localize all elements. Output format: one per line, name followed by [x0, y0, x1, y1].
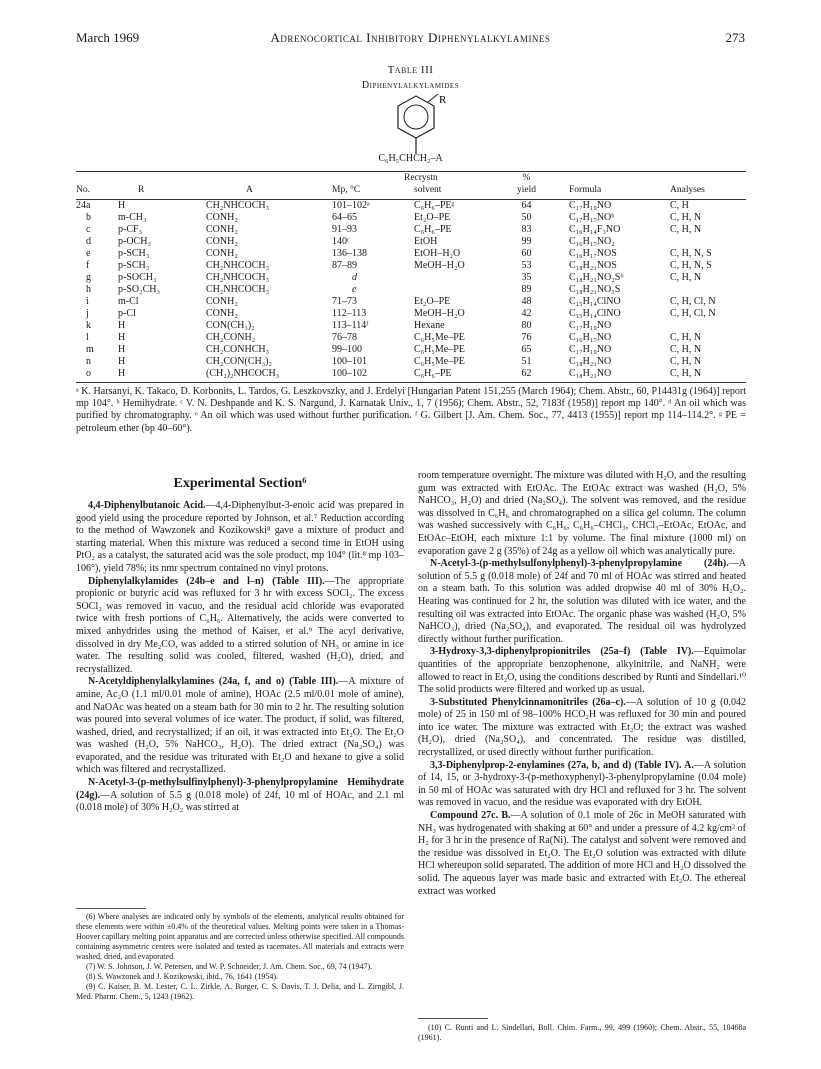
- left-footnotes: [76, 912, 404, 1002]
- table-cell: CH₂NHCOCH₃: [206, 200, 270, 211]
- paragraph-heading: 3-Hydroxy-3,3-diphenylpropionitriles (25a–f) (Table IV).: [430, 646, 694, 658]
- header-title: Adrenocortical Inhibitory Diphenylalkylamines: [270, 30, 551, 45]
- table-row: [76, 368, 746, 380]
- table-cell: 100–101: [332, 356, 367, 367]
- table-cell: C₆H₅Me–PE: [414, 356, 465, 367]
- paragraph: [76, 777, 404, 815]
- table-footnotes: ᵃ K. Harsanyi, K. Takaco, D. Korbonits, L. Tardos, G. Leszkovszky, and J. Erdelyi [Hungarian Patent 151,255 (March 1964); Chem. Abstr., 60, P14431g (1964)] report mp 104°. ᵇ Hemihydrate. ᶜ V. N. Deshpande and K. S. Nargund, J. Karnatak Univ., 1, 7 (1956); Chem. Abstr., 52, 7183f (1958)] report mp 140°. ᵈ An oil which was purified by chromatography. ᵉ An oil which was used without further purification. ᶠ G. Gilbert [J. Am. Chem. Soc., 77, 4413 (1955)] report mp 114–114.2°. ᵍ PE = petroleum ether (bp 40–60°).: [76, 386, 746, 434]
- paragraph-text: —A solution of 10 g (0.042 mole) of 25 in 150 ml of 98–100% HCO₂H was refluxed for 30 min and poured into ice water. The mixture was extracted with Et₂O; the extract was washed (H₂O), dried (Na₂SO₄), and concentrated. The residue was distilled, recrystallized, or used directly without further purification.: [418, 696, 747, 759]
- table-cell: C, H, Cl, N: [670, 308, 716, 319]
- table-bottom-rule: [76, 382, 746, 383]
- paragraph: [76, 500, 404, 576]
- paragraph: [418, 470, 746, 558]
- table-row: [76, 212, 746, 224]
- table-cell: C₁₇H₁₇NOᵇ: [569, 212, 615, 223]
- table-cell: [404, 272, 504, 284]
- table-cell: C₁₆H₁₄F₃NO: [569, 224, 621, 235]
- table-cell: e: [352, 284, 357, 295]
- table-cell: m: [86, 344, 94, 355]
- table-cell: C₁₆H₁₇NO₂: [569, 236, 615, 247]
- table-cell: C₁₆H₁₇NOS: [569, 248, 617, 259]
- table-cell: C, H, N: [670, 368, 702, 379]
- col-solvent: solvent: [414, 185, 442, 195]
- substituent-label: R: [439, 94, 447, 106]
- paragraph-heading: Diphenylalkylamides (24b–e and l–n) (Table III).: [88, 575, 325, 587]
- table-cell: C, H, N: [670, 224, 702, 235]
- right-footnote-rule: [418, 1018, 488, 1019]
- table-cell: 83: [521, 224, 532, 235]
- paragraph: [418, 697, 746, 760]
- table-cell: C₁₈H₂₁NO: [569, 368, 612, 379]
- table-cell: f: [86, 260, 90, 271]
- col-mp: Mp, °C: [332, 185, 361, 195]
- paragraph-text: —A solution of 5.5 g (0.018 mole) of 24f and 70 ml of HOAc was stirred and heated on a steam bath. To this solution was added dropwise 40 ml of 30% H₂O₂. Heating was continued for 2 hr, the solution was diluted with ice water, and the resulting oil was extracted into EtOAc. The organic phase was washed (H₂O, 5% NaHCO₃), dried (Na₂SO₄), and evaporated. The residual oil was hydrolyzed directly without further purification.: [418, 558, 746, 645]
- table-cell: 99–100: [332, 344, 362, 355]
- table-cell: H: [118, 368, 126, 379]
- table-cell: MeOH–H₂O: [414, 260, 465, 271]
- table-cell: CH₂NHCOCH₃: [206, 284, 270, 295]
- table-cell: CH₂NHCOCH₃: [206, 260, 270, 271]
- table-row: [76, 296, 746, 308]
- table-row: [76, 356, 746, 368]
- table-cell: CON(CH₃)₂: [206, 320, 255, 331]
- table-cell: 100–102: [332, 368, 367, 379]
- table-row: [76, 236, 746, 248]
- table-cell: [404, 284, 504, 296]
- paragraph-heading: 3-Substituted Phenylcinnamonitriles (26a–c).: [430, 696, 626, 708]
- table-cell: C₁₇H₁₉NO: [569, 200, 612, 211]
- base-formula: C₆H₅CHCH₂–A: [378, 153, 443, 164]
- table-cell: C₁₈H₂₁NO₃S: [569, 284, 621, 295]
- paragraph-heading: N-Acetyl-3-(p-methylsulfonylphenyl)-3-phenylpropylamine (24h).: [430, 558, 729, 570]
- table-row: [76, 272, 746, 284]
- table-cell: [664, 320, 746, 332]
- paragraph: [76, 576, 404, 677]
- table-cell: C, H, N: [670, 212, 702, 223]
- table-cell: d: [86, 236, 91, 247]
- table-cell: C, H, N, S: [670, 260, 712, 271]
- table-cell: 87–89: [332, 260, 357, 271]
- table-row: [76, 344, 746, 356]
- paragraph-heading: N-Acetyldiphenylalkylamines (24a, f, and o) (Table III).: [88, 676, 339, 688]
- footnote: (10) C. Runti and L. Sindellari, Boll. Chim. Farm., 99, 499 (1960); Chem. Abstr., 55, 10468a (1961).: [418, 1023, 746, 1042]
- table-cell: Et₂O–PE: [414, 212, 451, 223]
- table-cell: p-SCH₃: [118, 248, 150, 259]
- table-cell: 48: [521, 296, 532, 307]
- table-cell: 60: [521, 248, 532, 259]
- table-cell: C, H, N: [670, 344, 702, 355]
- table-cell: C₆H₆–PE: [414, 224, 452, 235]
- table-cell: p-SOCH₃: [118, 272, 157, 283]
- table-cell: C₁₇H₁₉NO: [569, 344, 612, 355]
- table-cell: p-OCH₃: [118, 236, 151, 247]
- benzene-ring-structure: [368, 94, 458, 154]
- table-cell: 51: [521, 356, 532, 367]
- table-cell: o: [86, 368, 91, 379]
- table-cell: CONH₂: [206, 296, 238, 307]
- table-cell: 53: [521, 260, 532, 271]
- paragraph-text: —A solution of 5.5 g (0.018 mole) of 24f, 10 ml of HOAc, and 2.1 ml (0.018 mole) of 30% H₂O₂ was stirred at: [76, 789, 404, 814]
- table-cell: 91–93: [332, 224, 357, 235]
- table-cell: 35: [521, 272, 532, 283]
- table-cell: p-SO₂CH₃: [118, 284, 160, 295]
- table-cell: Hexane: [414, 320, 445, 331]
- table-cell: CONH₂: [206, 236, 238, 247]
- col-a: A: [246, 185, 253, 195]
- table-header-row: [76, 184, 746, 196]
- table-cell: C₆H₆–PEᵍ: [414, 200, 455, 211]
- table-cell: 76–78: [332, 332, 357, 343]
- table-cell: 99: [521, 236, 532, 247]
- table-cell: C₁₈H₂₁NO₂Sᵇ: [569, 272, 624, 283]
- paragraph-heading: Compound 27c. B.: [430, 810, 511, 822]
- table-cell: CONH₂: [206, 212, 238, 223]
- table-cell: m-Cl: [118, 296, 139, 307]
- col-solvent-top: Recrystn: [404, 173, 438, 183]
- table-cell: CONH₂: [206, 248, 238, 259]
- table-cell: p-SCH₃: [118, 260, 150, 271]
- paragraph: [76, 676, 404, 777]
- table-cell: p-Cl: [118, 308, 136, 319]
- table-cell: 89: [521, 284, 532, 295]
- table-cell: 65: [521, 344, 532, 355]
- table-cell: 112–113: [332, 308, 367, 319]
- table-cell: g: [86, 272, 91, 283]
- header-date: March 1969: [76, 30, 140, 45]
- running-header: [76, 30, 745, 50]
- paragraph: [418, 558, 746, 646]
- table-cell: 62: [521, 368, 532, 379]
- table-subtitle: Diphenylalkylamides: [361, 80, 460, 91]
- table-cell: Et₂O–PE: [414, 296, 451, 307]
- table-cell: MeOH–H₂O: [414, 308, 465, 319]
- paragraph-heading: 3,3-Diphenylprop-2-enylamines (27a, b, and d) (Table IV). A.: [430, 759, 694, 771]
- table-cell: [664, 236, 746, 248]
- table-cell: C, H, N, S: [670, 248, 712, 259]
- col-formula: Formula: [569, 185, 602, 195]
- table-cell: C₁₆H₁₇NO: [569, 332, 612, 343]
- table-cell: C₆H₅Me–PE: [414, 344, 465, 355]
- table-cell: C, H, N: [670, 332, 702, 343]
- table-cell: H: [118, 320, 126, 331]
- table-cell: EtOH–H₂O: [414, 248, 461, 259]
- left-footnote-rule: [76, 908, 146, 909]
- table-cell: 64: [521, 200, 532, 211]
- table-cell: C₁₈H₂₁NO: [569, 356, 612, 367]
- table-row: [76, 260, 746, 272]
- table-cell: C, H, N: [670, 356, 702, 367]
- right-column: [418, 470, 746, 898]
- table-header-row-top: [76, 172, 746, 184]
- table-cell: i: [86, 296, 89, 307]
- table-cell: CH₂CON(CH₃)₂: [206, 356, 273, 367]
- paragraph-heading: N-Acetyl-3-(p-methylsulfinylphenyl)-3-phenylpropylamine Hemihydrate (24g).: [76, 777, 404, 801]
- col-r: R: [138, 185, 145, 195]
- table-cell: p-CF₃: [118, 224, 143, 235]
- table-cell: 71–73: [332, 296, 357, 307]
- table-cell: c: [86, 224, 91, 235]
- table-cell: H: [118, 356, 126, 367]
- table-cell: (CH₂)₂NHCOCH₃: [206, 368, 280, 379]
- table-cell: CH₂CONH₂: [206, 332, 256, 343]
- table-row: [76, 284, 746, 296]
- table-cell: k: [86, 320, 91, 331]
- paragraph-text: room temperature overnight. The mixture was diluted with H₂O, and the resulting gum was extracted with EtOAc. The EtOAc extract was washed (H₂O, 5% NaHCO₃, H₂O) and dried (Na₂SO₄). The solvent was removed, and the residue was dissolved in C₆H₆ and chromatographed on a silica gel column. The column was washed successively with C₆H₆, C₆H₆–CHCl₃, CHCl₃–EtOAc, EtOAc, and EtOAc–EtOH, each mixture 1:1 by volume. The final mixture (1000 ml) on evaporation gave 2 g (35%) of 24g as a yellow oil which was analytically pure.: [418, 470, 746, 557]
- section-title: Experimental Section⁶: [173, 476, 307, 491]
- table-cell: C₁₈H₂₁NOS: [569, 260, 617, 271]
- table-cell: CH₂CONHCH₃: [206, 344, 270, 355]
- paragraph-heading: 4,4-Diphenylbutanoic Acid.: [88, 500, 206, 511]
- table-cell: d: [352, 272, 357, 283]
- left-column: [76, 500, 404, 815]
- paragraph: [418, 760, 746, 810]
- col-yield-top: %: [522, 173, 531, 183]
- table-cell: l: [86, 332, 89, 343]
- table-cell: C, H, N: [670, 272, 702, 283]
- footnote: (7) W. S. Johnson, J. W. Petersen, and W. P. Schneider, J. Am. Chem. Soc., 69, 74 (1947).: [86, 962, 373, 971]
- table-cell: 113–114ᶠ: [332, 320, 369, 331]
- paragraph-text: —A mixture of amine, Ac₂O (1.1 ml/0.01 mole of amine), HOAc (2.5 ml/0.01 mole of amine), and NaOAc was heated on a steam bath for 30 min to 2 hr. The resulting solution was poured into several volumes of ice water. The product, if solid, was filtered, washed, dried, and recrystallized; if an oil, it was extracted into Et₂O. The Et₂O was washed (H₂O, 5% NaHCO₃, H₂O). The dried extract (Na₂SO₄) was evaporated, and the residue was triturated with Et₂O and hexane to give a solid which was filtered and recrystallized.: [76, 676, 404, 776]
- table-cell: H: [118, 344, 126, 355]
- table-cell: CONH₂: [206, 224, 238, 235]
- table-cell: e: [86, 248, 91, 259]
- table-cell: C, H, Cl, N: [670, 296, 716, 307]
- paragraph-text: —4,4-Diphenylbut-3-enoic acid was prepared in good yield using the procedure reported by Johnson, et al.⁷ Reduction according to the method of Wawzonek and Kozikowski⁸ gave a mixture of product and starting material. When this mixture was reduced a second time in EtOH using PtO₂ as a catalyst, the saturated acid was the sole product, mp 104° (lit.⁸ mp 103–106°), yield 78%; its nmr spectrum contained no vinyl protons.: [76, 500, 404, 574]
- table-row: [76, 248, 746, 260]
- col-analyses: Analyses: [670, 185, 705, 195]
- paragraph: [418, 810, 746, 898]
- table-cell: 80: [521, 320, 532, 331]
- table-cell: C₁₅H₁₄ClNO: [569, 308, 621, 319]
- table-cell: H: [118, 332, 126, 343]
- page-number: 273: [725, 30, 745, 45]
- table-cell: 136–138: [332, 248, 367, 259]
- footnote: (9) C. Kaiser, B. M. Lester, C. L. Zirkle, A. Burger, C. S. Davis, T. J. Delia, and L. Zirngibl, J. Med. Pharm. Chem., 5, 1243 (1962).: [76, 982, 404, 1001]
- table-caption: Table III: [387, 64, 434, 76]
- paragraph-text: —The appropriate propionic or butyric acid was refluxed for 3 hr with excess SOCl₂. The excess SOCl₂ was removed in vacuo, and the residual acid chloride was evaporated twice with fresh portions of C₆H₆. Alternatively, the acids were converted to mixed anhydrides using the method of Kaiser, et al.⁹ The acyl derivative, dissolved in dry Me₂CO, was added to a stirred solution of NH₃ or amine in ice water. The resulting solid was cooled, filtered, washed (H₂O), dried, and recrystallized.: [76, 575, 404, 675]
- table-cell: n: [86, 356, 91, 367]
- table-cell: C₆H₅Me–PE: [414, 332, 465, 343]
- table-cell: EtOH: [414, 236, 438, 247]
- table-row: [76, 332, 746, 344]
- right-footnotes: [418, 1023, 746, 1043]
- table-row: [76, 308, 746, 320]
- paragraph-text: —A solution of 14, 15, or 3-hydroxy-3-(p-methoxyphenyl)-3-phenylpropylamine (0.04 mole) in 50 ml of HOAc was saturated with dry HCl and refluxed for 3 hr. The solvent was removed in vacuo, and the residue was evaporated with dry EtOH.: [418, 759, 746, 809]
- paragraph-text: —Equimolar quantities of the appropriate benzophenone, alkylnitrile, and NaNH₂ were allowed to react in Et₂O, using the conditions described by Runti and Sindellari.¹⁰ The solid products were filtered and worked up as usual.: [418, 646, 746, 696]
- table-cell: 76: [521, 332, 532, 343]
- table-cell: 101–102ᵃ: [332, 200, 370, 211]
- table-cell: 42: [521, 308, 532, 319]
- table-row: [76, 320, 746, 332]
- table-row: [76, 200, 746, 213]
- footnote: (6) Where analyses are indicated only by symbols of the elements, analytical results obtained for these elements were within ±0.4% of the theoretical values. Melting points were taken in a Thomas-Hoover capillary melting point apparatus and are corrected unless otherwise specified. All compounds containing asymmetric centers were isolated and tested as racemates. All materials and extracts were washed, dried, and evaporated.: [76, 912, 404, 961]
- table-cell: b: [86, 212, 91, 223]
- footnote: (8) S. Wawzonek and J. Kozikowski, ibid., 76, 1641 (1954).: [86, 972, 279, 981]
- table-cell: 140ᶜ: [332, 236, 350, 247]
- table-cell: 24a: [76, 200, 91, 211]
- table-cell: C₆H₆–PE: [414, 368, 452, 379]
- table-cell: CH₂NHCOCH₃: [206, 272, 270, 283]
- table-cell: H: [118, 200, 126, 211]
- paragraph: [418, 646, 746, 696]
- col-yield: yield: [517, 185, 536, 195]
- paragraph-text: —A solution of 0.1 mole of 26c in MeOH saturated with NH₃ was hydrogenated with shaking at 60° and under a pressure of 4.2 kg/cm² of H₂ for 3 hr in the presence of Ra(Ni). The catalyst and solvent were removed and the residue was dissolved in Et₂O. The Et₂O solution was extracted with dilute HCl whereupon solid separated. The addition of more HCl and H₂O dissolved the solid. The aqueous layer was made basic and extracted with Et₂O. The ethereal extract was worked: [418, 810, 746, 897]
- table-cell: C, H: [670, 200, 689, 211]
- table-cell: [664, 284, 746, 296]
- table-cell: CONH₂: [206, 308, 238, 319]
- table-row: [76, 224, 746, 236]
- table-cell: j: [86, 308, 89, 319]
- table-cell: C₁₇H₁₉NO: [569, 320, 612, 331]
- col-no: No.: [76, 185, 90, 195]
- table-cell: 64–65: [332, 212, 357, 223]
- table-cell: h: [86, 284, 91, 295]
- table-cell: C₁₅H₁₄ClNO: [569, 296, 621, 307]
- data-table: [76, 172, 746, 380]
- table-cell: m-CH₃: [118, 212, 147, 223]
- table-cell: 50: [521, 212, 532, 223]
